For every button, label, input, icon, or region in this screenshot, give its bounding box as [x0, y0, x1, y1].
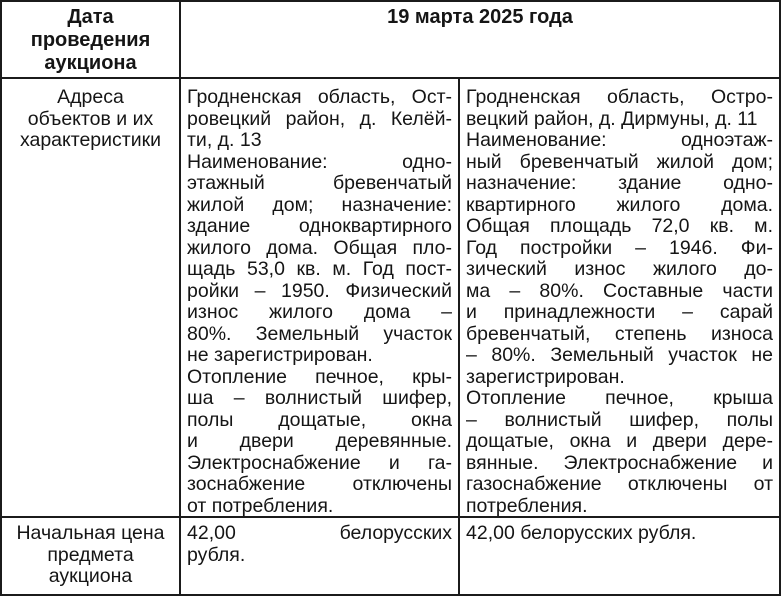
- text-line: и принадлежности – сарай: [466, 302, 773, 323]
- text-line: Наименование: одноэтаж-: [466, 130, 773, 151]
- text-line: предмета: [47, 544, 134, 566]
- lot-2-price-cell: [458, 516, 781, 596]
- lot-1-price-cell: [179, 516, 460, 596]
- objects-label-cell: [0, 77, 181, 518]
- text-line: полы дощатые, окна: [187, 409, 452, 431]
- text-line: Наименование: одно-: [187, 151, 452, 173]
- text-line: дощатые, окна и двери дере-: [466, 431, 773, 452]
- text-line: проведения: [30, 29, 151, 51]
- starting-price-label-cell: [0, 516, 181, 596]
- text-line: аукциона: [44, 52, 137, 74]
- text-line: характеристики: [19, 130, 162, 151]
- auction-date: 19 марта 2025 года: [387, 6, 573, 28]
- text-line: Начальная цена: [16, 523, 165, 544]
- text-line: 80%. Земельный участок: [187, 323, 452, 345]
- text-line: и двери деревянные.: [187, 431, 452, 452]
- text-line: ройки – 1950. Физический: [187, 280, 452, 302]
- text-line: – 80%. Земельный участок не: [466, 345, 773, 366]
- text-line: ный бревенчатый жилой дом;: [466, 151, 773, 173]
- label-text: [8, 6, 173, 75]
- text-line: ти, д. 13: [187, 130, 262, 151]
- text-line: Год постройки – 1946. Фи-: [466, 237, 773, 259]
- text-line: газоснабжение отключены от: [466, 474, 773, 495]
- text-line: не зарегистрирован.: [187, 345, 373, 366]
- text-line: вецкий район, д. Дирмуны, д. 11: [466, 108, 758, 130]
- paragraph: [187, 87, 452, 152]
- text-line: ма – 80%. Составные части: [466, 280, 773, 302]
- text-line: – волнистый шифер, полы: [466, 409, 773, 431]
- lot-1-description-cell: [179, 77, 460, 518]
- text-line: вянные. Электроснабжение и: [466, 452, 773, 474]
- text-line: здание одноквартирного: [187, 216, 452, 237]
- lot-2-description-cell: [458, 77, 781, 518]
- auction-date-label-cell: [0, 0, 181, 79]
- text-line: рубля.: [187, 544, 246, 566]
- text-line: Электроснабжение и га-: [187, 452, 452, 474]
- text-line: квартирного жилого дома.: [466, 194, 773, 216]
- text-line: 42,00 белорусских рубля.: [466, 523, 697, 544]
- text-line: потребления.: [466, 495, 588, 517]
- text-line: аукциона: [48, 566, 133, 587]
- paragraph: [466, 388, 773, 517]
- text-line: ровецкий район, д. Келёй-: [187, 108, 452, 130]
- text-line: 42,00 белорусских: [187, 523, 452, 544]
- text-line: Гродненская область, Ост-: [187, 87, 452, 108]
- paragraph: [466, 523, 773, 545]
- text-line: бревенчатый, степень износа: [466, 323, 773, 345]
- text-line: назначение: здание одно-: [466, 173, 773, 194]
- auction-date-cell: [179, 0, 781, 79]
- text-line: Отопление печное, кры-: [187, 366, 452, 388]
- text-line: зоснабжение отключены: [187, 474, 452, 495]
- text-line: Гродненская область, Остро-: [466, 87, 773, 108]
- text-line: объектов и их: [27, 108, 154, 130]
- text-line: ша – волнистый шифер,: [187, 388, 452, 409]
- paragraph: [187, 367, 452, 518]
- text-line: износ жилого дома –: [187, 302, 452, 323]
- label-text: [8, 87, 173, 152]
- text-line: жилой дом; назначение:: [187, 194, 452, 216]
- text-line: зический износ жилого до-: [466, 259, 773, 280]
- text-line: Общая площадь 72,0 кв. м.: [466, 216, 773, 237]
- text-line: жилого дома. Общая пло-: [187, 237, 452, 259]
- text-line: Адреса: [57, 87, 124, 108]
- label-text: [8, 523, 173, 588]
- text-line: этажный бревенчатый: [187, 173, 452, 194]
- text-line: щадь 53,0 кв. м. Год пост-: [187, 259, 452, 280]
- text-line: зарегистрирован.: [466, 366, 625, 388]
- paragraph: [466, 87, 773, 130]
- paragraph: [466, 130, 773, 388]
- text-line: Отопление печное, крыша: [466, 388, 773, 409]
- paragraph: [187, 523, 452, 566]
- text-line: от потребления.: [187, 495, 334, 517]
- paragraph: [187, 152, 452, 367]
- text-line: Дата: [67, 6, 114, 28]
